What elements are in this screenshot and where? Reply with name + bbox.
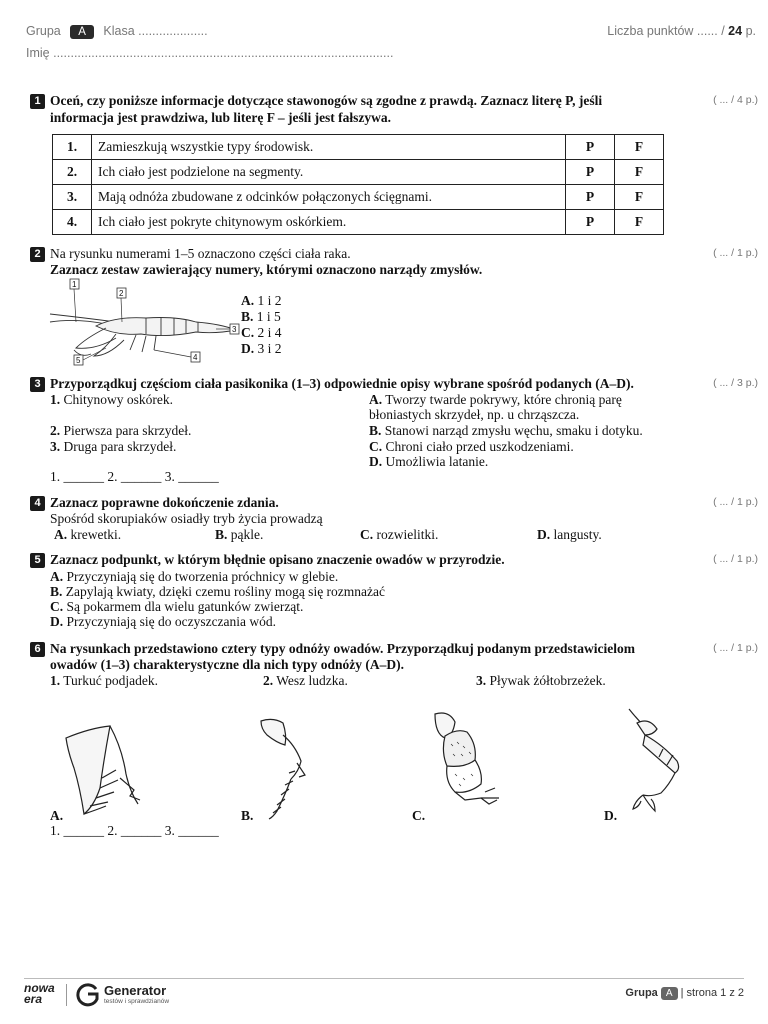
- q1-text-line2: informacja jest prawdziwa, lub literę F – jeśli jest fałszywa.: [50, 110, 392, 125]
- q2-points: ( ... / 1 p.): [713, 247, 758, 259]
- false-option[interactable]: F: [615, 185, 664, 210]
- logo-era: era: [24, 992, 43, 1006]
- q2-option-d[interactable]: D. 3 i 2: [241, 341, 282, 356]
- q1-text-line1: Oceń, czy poniższe informacje dotyczące stawonogów są zgodne z prawdą. Zaznacz literę P, jeśli: [50, 93, 603, 108]
- grupa-badge: A: [70, 25, 94, 39]
- q2-option-b[interactable]: B. 1 i 5: [241, 309, 281, 324]
- q4-text: Zaznacz poprawne dokończenie zdania.: [50, 495, 279, 510]
- footer-page-info: [625, 987, 744, 1000]
- leg-letter-d[interactable]: D.: [604, 808, 618, 823]
- row-statement: Mają odnóża zbudowane z odcinków połączonych ścięgnami.: [92, 185, 566, 210]
- generator-logo-icon: [76, 983, 100, 1007]
- q3-part-2: 2. Pierwsza para skrzydeł.: [50, 423, 192, 438]
- table-row: [53, 185, 664, 210]
- q5-option-d[interactable]: D. Przyczyniają się do oczyszczania wód.: [50, 614, 277, 629]
- crayfish-illustration: [46, 278, 246, 368]
- q4-option-c[interactable]: C. rozwielitki.: [360, 527, 439, 542]
- q4-stem: Spośród skorupiaków osiadły tryb życia prowadzą: [50, 511, 323, 526]
- q6-answer-line[interactable]: 1. ______ 2. ______ 3. ______: [50, 823, 219, 838]
- table-row: [53, 135, 664, 160]
- q6-insect-3: 3. Pływak żółtobrzeżek.: [476, 673, 606, 688]
- question-number-3: 3: [30, 377, 45, 392]
- question-number-4: 4: [30, 496, 45, 511]
- q3-desc-a: A. Tworzy twarde pokrywy, które chronią parę: [369, 392, 622, 407]
- logo-nowa: nowa: [24, 981, 55, 995]
- imie-label: Imię: [26, 46, 50, 60]
- q2-option-a[interactable]: A. 1 i 2: [241, 293, 282, 308]
- q6-text-line2: owadów (1–3) charakterystyczne dla nich typy odnóży (A–D).: [50, 657, 404, 672]
- header-name-line: [26, 46, 393, 60]
- q4-points: ( ... / 1 p.): [713, 496, 758, 508]
- table-row: [53, 160, 664, 185]
- q6-text-line1: Na rysunkach przedstawiono cztery typy odnóży owadów. Przyporządkuj podanym przedstawicielom: [50, 641, 635, 656]
- crayfish-label-3: 3: [232, 325, 237, 334]
- header-points: [607, 24, 756, 38]
- q2-text: Zaznacz zestaw zawierający numery, którymi oznaczono narządy zmysłów.: [50, 262, 483, 277]
- q3-desc-a-cont: błoniastych skrzydeł, np. u chrząszcza.: [369, 407, 580, 422]
- header-group-line: [26, 24, 208, 39]
- q2-option-c[interactable]: C. 2 i 4: [241, 325, 282, 340]
- q3-desc-c: C. Chroni ciało przed uszkodzeniami.: [369, 439, 574, 454]
- leg-letter-b[interactable]: B.: [241, 808, 254, 823]
- question-number-6: 6: [30, 642, 45, 657]
- crayfish-label-4: 4: [193, 353, 198, 362]
- generator-title: Generator: [104, 983, 167, 998]
- q6-insect-1: 1. Turkuć podjadek.: [50, 673, 159, 688]
- crayfish-label-1: 1: [72, 280, 77, 289]
- q4-option-b[interactable]: B. pąkle.: [215, 527, 264, 542]
- q5-points: ( ... / 1 p.): [713, 553, 758, 565]
- true-false-table: [52, 134, 664, 235]
- row-statement: Zamieszkują wszystkie typy środowisk.: [92, 135, 566, 160]
- footer-divider: [24, 978, 744, 979]
- leg-letter-a[interactable]: A.: [50, 808, 64, 823]
- question-number-5: 5: [30, 553, 45, 568]
- q5-text: Zaznacz podpunkt, w którym błędnie opisano znaczenie owadów w przyrodzie.: [50, 552, 505, 567]
- true-option[interactable]: P: [566, 160, 615, 185]
- q2-intro: Na rysunku numerami 1–5 oznaczono części ciała raka.: [50, 246, 351, 261]
- footer-grupa-badge: A: [661, 987, 678, 1000]
- q3-text: Przyporządkuj częściom ciała pasikonika (1–3) odpowiednie opisy wybrane spośród podanych (A–D).: [50, 376, 634, 391]
- q3-points: ( ... / 3 p.): [713, 377, 758, 389]
- q6-points: ( ... / 1 p.): [713, 642, 758, 654]
- q3-answer-line[interactable]: 1. ______ 2. ______ 3. ______: [50, 469, 219, 484]
- leg-drawing-d: [615, 705, 695, 820]
- q3-part-3: 3. Druga para skrzydeł.: [50, 439, 177, 454]
- leg-drawing-c: [425, 708, 515, 812]
- generator-subtitle: testów i sprawdzianów: [104, 998, 170, 1005]
- row-statement: Ich ciało jest pokryte chitynowym oskórkiem.: [92, 210, 566, 235]
- leg-letter-c[interactable]: C.: [412, 808, 426, 823]
- q6-insect-2: 2. Wesz ludzka.: [263, 673, 348, 688]
- footer-grupa-label: Grupa: [625, 987, 658, 999]
- footer-separator: [66, 984, 67, 1006]
- leg-drawing-b: [255, 715, 315, 825]
- q4-option-a[interactable]: A. krewetki.: [54, 527, 122, 542]
- q5-option-b[interactable]: B. Zapylają kwiaty, dzięki czemu rośliny mogą się rozmnażać: [50, 584, 386, 599]
- question-number-2: 2: [30, 247, 45, 262]
- leg-drawing-a: [60, 718, 150, 818]
- crayfish-label-2: 2: [119, 289, 124, 298]
- row-number: 2.: [53, 160, 92, 185]
- true-option[interactable]: P: [566, 210, 615, 235]
- question-number-1: 1: [30, 94, 45, 109]
- true-option[interactable]: P: [566, 135, 615, 160]
- q4-option-d[interactable]: D. langusty.: [537, 527, 602, 542]
- q3-part-1: 1. Chitynowy oskórek.: [50, 392, 173, 407]
- crayfish-label-5: 5: [76, 356, 81, 365]
- points-unit: p.: [745, 24, 756, 38]
- row-number: 1.: [53, 135, 92, 160]
- klasa-field[interactable]: ....................: [138, 24, 208, 38]
- footer-page-text: | strona 1 z 2: [680, 987, 744, 999]
- true-option[interactable]: P: [566, 185, 615, 210]
- row-number: 4.: [53, 210, 92, 235]
- row-statement: Ich ciało jest podzielone na segmenty.: [92, 160, 566, 185]
- q3-desc-d: D. Umożliwia latanie.: [369, 454, 489, 469]
- points-total: 24: [728, 24, 743, 38]
- false-option[interactable]: F: [615, 135, 664, 160]
- grupa-label: Grupa: [26, 24, 61, 38]
- nowa-era-logo: [24, 983, 55, 1005]
- false-option[interactable]: F: [615, 210, 664, 235]
- q1-points: ( ... / 4 p.): [713, 94, 758, 106]
- q5-option-c[interactable]: C. Są pokarmem dla wielu gatunków zwierząt.: [50, 599, 304, 614]
- imie-field[interactable]: ..................................................................................................: [53, 46, 394, 60]
- q5-option-a[interactable]: A. Przyczyniają się do tworzenia próchnicy w glebie.: [50, 569, 339, 584]
- points-label: Liczba punktów ...... /: [607, 24, 725, 38]
- row-number: 3.: [53, 185, 92, 210]
- q3-desc-b: B. Stanowi narząd zmysłu węchu, smaku i dotyku.: [369, 423, 643, 438]
- klasa-label: Klasa: [103, 24, 135, 38]
- false-option[interactable]: F: [615, 160, 664, 185]
- table-row: [53, 210, 664, 235]
